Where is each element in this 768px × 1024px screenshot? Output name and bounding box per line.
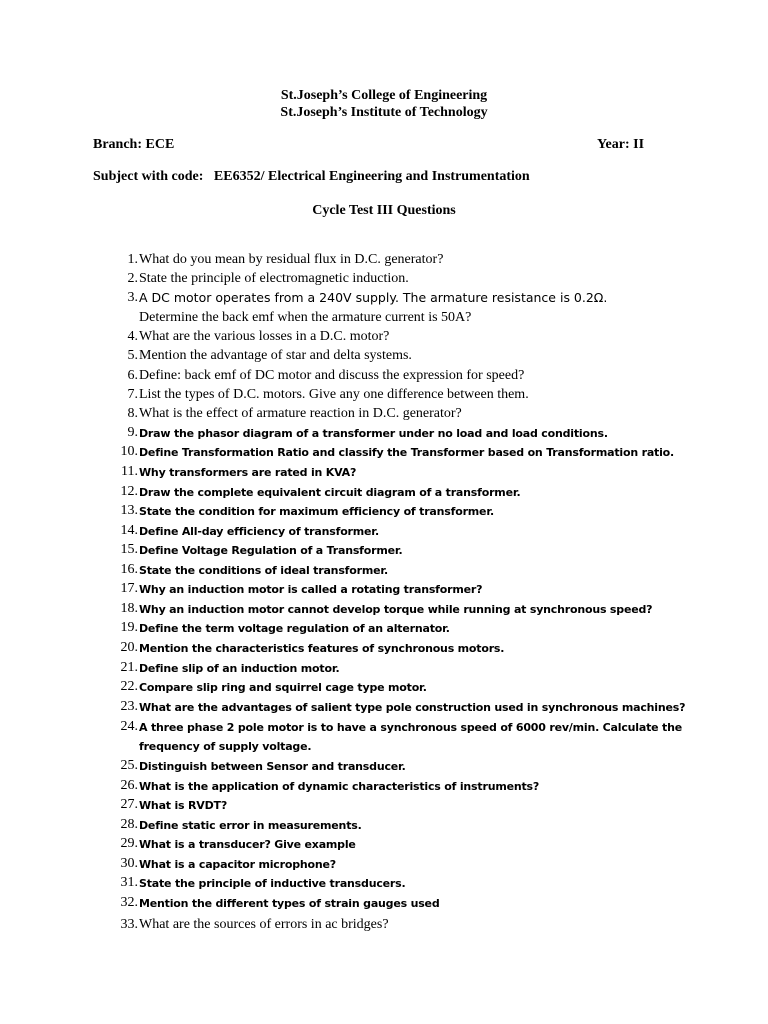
question-number: 2. <box>127 271 138 286</box>
question-number: 14. <box>120 523 138 538</box>
question-number: 12. <box>120 484 138 499</box>
question-text: Define Transformation Ratio and classify the Transformer based on Transformation ratio. <box>139 446 675 459</box>
question-number: 9. <box>127 425 138 440</box>
question-number: 16. <box>120 562 138 577</box>
year-label: Year: II <box>597 137 645 152</box>
question-text: Define the term voltage regulation of an alternator. <box>139 622 450 635</box>
question-text: Define: back emf of DC motor and discuss the expression for speed? <box>139 368 525 383</box>
question-text: State the principle of electromagnetic induction. <box>139 271 409 286</box>
question-number: 33. <box>120 917 138 932</box>
question-number: 17. <box>120 581 138 596</box>
question-number: 4. <box>127 329 138 344</box>
question-number: 13. <box>120 503 138 518</box>
question-text: Mention the characteristics features of synchronous motors. <box>139 642 505 655</box>
branch-label: Branch: ECE <box>93 137 175 152</box>
question-number: 31. <box>120 875 138 890</box>
question-text: Distinguish between Sensor and transducer. <box>139 760 406 773</box>
question-text: Define slip of an induction motor. <box>139 662 340 675</box>
question-number: 6. <box>127 368 138 383</box>
test-title: Cycle Test III Questions <box>312 203 456 218</box>
question-text: State the conditions of ideal transformer. <box>139 564 388 577</box>
question-number: 21. <box>120 660 138 675</box>
institute-name: St.Joseph’s Institute of Technology <box>280 105 488 120</box>
question-number: 26. <box>120 778 138 793</box>
question-text: List the types of D.C. motors. Give any one difference between them. <box>139 387 529 402</box>
question-text: State the condition for maximum efficiency of transformer. <box>139 505 494 518</box>
question-number: 28. <box>120 817 138 832</box>
question-text: What are the sources of errors in ac bridges? <box>139 917 389 932</box>
question-text: Define Voltage Regulation of a Transformer. <box>139 544 403 557</box>
question-number: 10. <box>120 444 138 459</box>
question-text: Draw the phasor diagram of a transformer under no load and load conditions. <box>139 427 608 440</box>
question-text: What is a capacitor microphone? <box>139 858 336 871</box>
question-text: frequency of supply voltage. <box>139 740 312 753</box>
question-number: 22. <box>120 679 138 694</box>
question-number: 18. <box>120 601 138 616</box>
question-text: Mention the advantage of star and delta systems. <box>139 348 412 363</box>
question-number: 1. <box>127 252 138 267</box>
question-number: 27. <box>120 797 138 812</box>
question-text: Define static error in measurements. <box>139 819 362 832</box>
question-text: What is the application of dynamic characteristics of instruments? <box>139 780 540 793</box>
question-text: Determine the back emf when the armature current is 50A? <box>139 310 472 325</box>
question-text: What is the effect of armature reaction in D.C. generator? <box>139 406 462 421</box>
question-text: Mention the different types of strain gauges used <box>139 897 440 910</box>
subject-line: Subject with code: EE6352/ Electrical Engineering and Instrumentation <box>93 169 530 184</box>
question-text: Define All-day efficiency of transformer. <box>139 525 379 538</box>
college-name: St.Joseph’s College of Engineering <box>280 88 488 103</box>
question-text: Compare slip ring and squirrel cage type motor. <box>139 681 427 694</box>
question-text: What is a transducer? Give example <box>139 838 356 851</box>
question-text: A three phase 2 pole motor is to have a synchronous speed of 6000 rev/min. Calculate the <box>139 721 682 734</box>
question-number: 25. <box>120 758 138 773</box>
question-number: 23. <box>120 699 138 714</box>
question-number: 11. <box>121 464 138 479</box>
question-number: 8. <box>127 406 138 421</box>
question-number: 19. <box>120 620 138 635</box>
question-text: Why transformers are rated in KVA? <box>139 466 357 479</box>
question-number: 15. <box>120 542 138 557</box>
question-text: What are the advantages of salient type pole construction used in synchronous machines? <box>139 701 686 714</box>
question-number: 30. <box>120 856 138 871</box>
question-text: A DC motor operates from a 240V supply. The armature resistance is 0.2Ω. <box>139 290 608 305</box>
question-number: 32. <box>120 895 138 910</box>
question-text: Draw the complete equivalent circuit diagram of a transformer. <box>139 486 521 499</box>
question-text: Why an induction motor cannot develop torque while running at synchronous speed? <box>139 603 653 616</box>
question-number: 20. <box>120 640 138 655</box>
question-number: 29. <box>120 836 138 851</box>
question-text: Why an induction motor is called a rotating transformer? <box>139 583 483 596</box>
question-text: State the principle of inductive transducers. <box>139 877 406 890</box>
question-number: 3. <box>127 290 138 305</box>
question-text: What do you mean by residual flux in D.C. generator? <box>139 252 444 267</box>
question-number: 7. <box>127 387 138 402</box>
question-number: 24. <box>120 719 138 734</box>
question-number: 5. <box>127 348 138 363</box>
question-text: What is RVDT? <box>139 799 228 812</box>
question-text: What are the various losses in a D.C. motor? <box>139 329 390 344</box>
